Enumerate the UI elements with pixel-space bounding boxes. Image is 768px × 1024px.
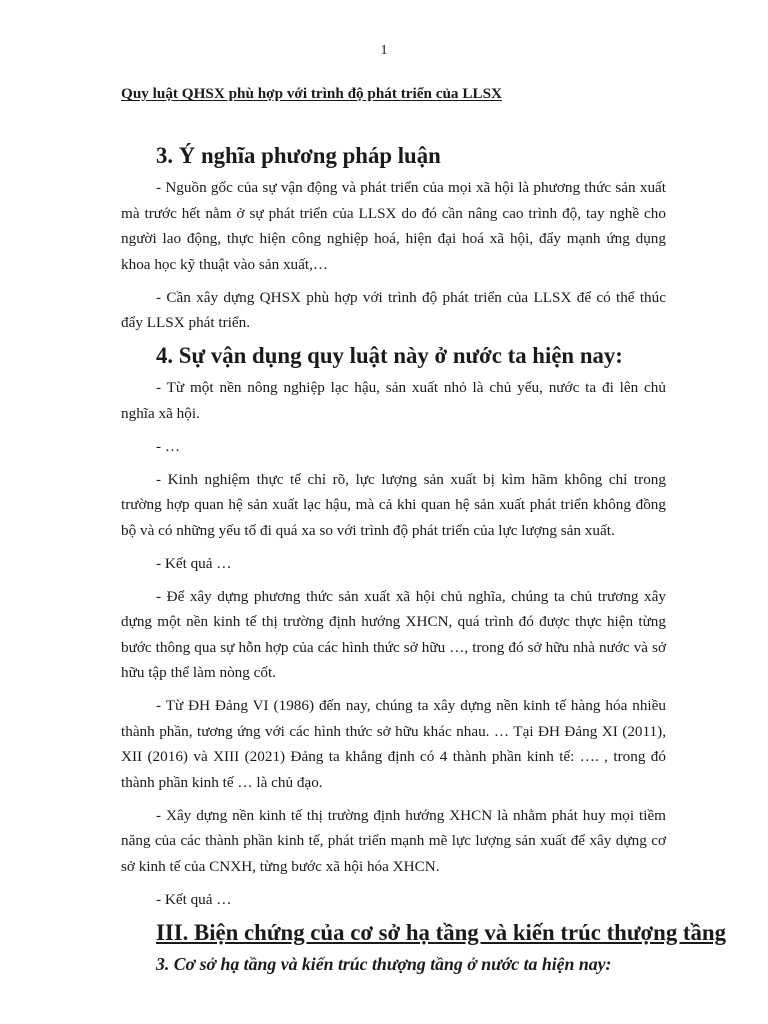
subsection-heading: 3. Cơ sở hạ tầng và kiến trúc thượng tầng ở nước ta hiện nay: [156,953,612,974]
page-number: 1 [380,43,388,58]
paragraph: - Để xây dựng phương thức sản xuất xã hội chủ nghĩa, chúng ta chủ trương xây dựng một nền kinh tế thị trường định hướng XHCN, quá trình đó được thực hiện từng bước thông qua sự hỗn hợp của các hình thức sở hữu …, trong đó sở hữu nhà nước và sở hữu tập thể làm nòng cốt. [121,587,666,681]
paragraph: - … [156,437,181,455]
paragraph: - Kinh nghiệm thực tế chỉ rõ, lực lượng sản xuất bị kìm hãm không chỉ trong trường hợp quan hệ sản xuất lạc hậu, mà cả khi quan hệ sản xuất phát triển không đồng bộ và có những yếu tố đi quá xa so với trình độ phát triển của lực lượng sản xuất. [121,470,666,539]
section-heading-application: 4. Sự vận dụng quy luật này ở nước ta hiện nay: [156,343,623,368]
document-title: Quy luật QHSX phù hợp với trình độ phát triển của LLSX [121,85,503,102]
section-heading-text: III. Biện chứng của cơ sở hạ tầng và kiến trúc thượng tầng [156,919,726,945]
paragraph: - Kết quả … [156,554,232,572]
section-heading-methodology: 3. Ý nghĩa phương pháp luận [156,143,441,168]
paragraph: - Nguồn gốc của sự vận động và phát triển của mọi xã hội là phương thức sản xuất mà trước hết nằm ở sự phát triển của LLSX do đó cần nâng cao trình độ, tay nghề cho người lao động, thực hiện công nghiệp hoá, hiện đại hoá xã hội, đẩy mạnh ứng dụng khoa học kỹ thuật vào sản xuất,… [121,179,666,273]
paragraph: - Xây dựng nền kinh tế thị trường định hướng XHCN là nhằm phát huy mọi tiềm năng của các thành phần kinh tế, phát triển mạnh mẽ lực lượng sản xuất để xây dựng cơ sở kinh tế của CNXH, từng bước xã hội hóa XHCN. [121,806,666,875]
section-heading-base-superstructure [121,919,726,945]
paragraph: - Cần xây dựng QHSX phù hợp với trình độ phát triển của LLSX để có thể thúc đẩy LLSX phát triển. [121,288,666,331]
paragraph: - Từ ĐH Đảng VI (1986) đến nay, chúng ta xây dựng nền kinh tế hàng hóa nhiều thành phần, tương ứng với các hình thức sở hữu khác nhau. … Tại ĐH Đảng XI (2011), XII (2016) và XIII (2021) Đảng ta khẳng định có 4 thành phần kinh tế: …. , trong đó thành phần kinh tế … là chủ đạo. [121,697,666,791]
paragraph: - Kết quả … [156,890,232,908]
paragraph: - Từ một nền nông nghiệp lạc hậu, sản xuất nhỏ là chủ yếu, nước ta đi lên chủ nghĩa xã hội. [121,379,666,422]
document-body [121,143,726,984]
